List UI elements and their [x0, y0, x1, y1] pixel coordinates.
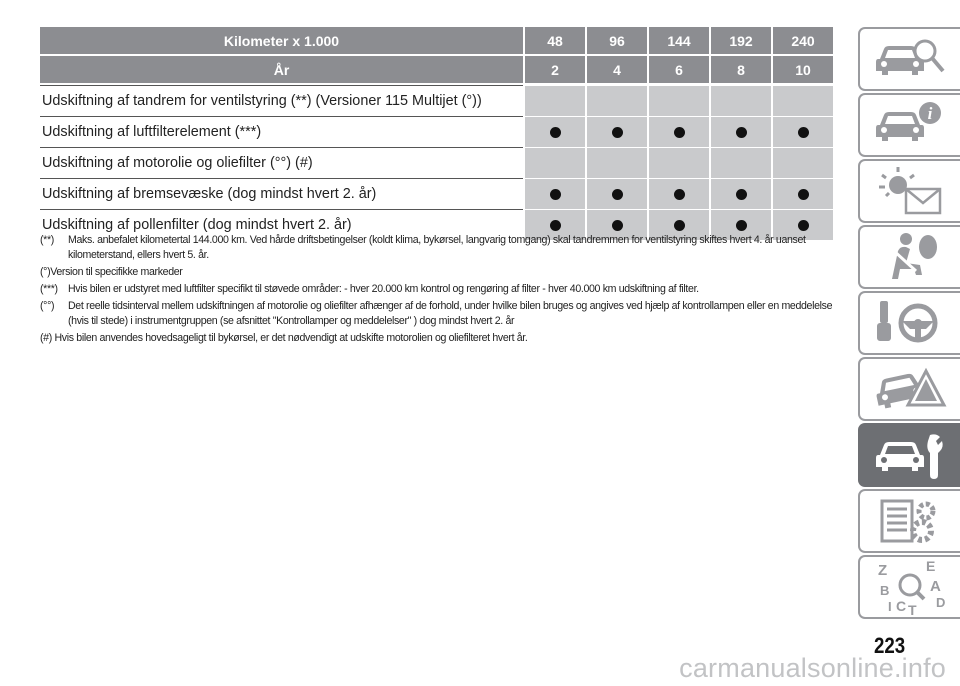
header-row-years [40, 56, 847, 83]
interval-cell [649, 178, 709, 209]
header-cell: 2 [525, 56, 585, 83]
interval-cell [587, 147, 647, 178]
chapter-tab[interactable] [858, 291, 960, 355]
scheduled-dot-icon [550, 220, 561, 231]
svg-text:T: T [908, 602, 917, 615]
interval-cell [525, 116, 585, 147]
scheduled-dot-icon [674, 220, 685, 231]
maintenance-table [40, 27, 847, 240]
footnote [40, 233, 850, 263]
car-magnifier-icon [870, 31, 950, 87]
scheduled-dot-icon [798, 127, 809, 138]
chapter-tab[interactable] [858, 357, 960, 421]
header-cell: 48 [525, 27, 585, 54]
footnote-text: Hvis bilen er udstyret med luftfilter specifikt til støvede områder: - hver 20.000 km kontrol og rengøring af filter - hver 40.000 km udskiftning af filter. [68, 283, 699, 295]
interval-cell [525, 85, 585, 116]
scheduled-dot-icon [798, 189, 809, 200]
footnote-text: (°)Version til specifikke markeder [40, 266, 183, 278]
interval-cell [711, 147, 771, 178]
svg-text:D: D [936, 595, 946, 610]
interval-cell [711, 116, 771, 147]
footnote [40, 265, 850, 280]
interval-cell [773, 178, 833, 209]
scheduled-dot-icon [612, 220, 623, 231]
specs-gears-icon [870, 493, 950, 549]
interval-cell [773, 116, 833, 147]
scheduled-dot-icon [674, 189, 685, 200]
table-row [40, 85, 847, 116]
svg-text:B: B [880, 583, 890, 598]
row-label: Udskiftning af bremsevæske (dog mindst hvert 2. år) [40, 178, 523, 209]
chapter-tab[interactable] [858, 555, 960, 619]
chapter-tab[interactable] [858, 93, 960, 157]
header-cell: 4 [587, 56, 647, 83]
interval-cell [649, 147, 709, 178]
car-wrench-icon [870, 427, 950, 483]
index-letters-icon [870, 559, 950, 615]
header-cell: 192 [711, 27, 771, 54]
svg-text:Z: Z [878, 562, 888, 579]
svg-text:C: C [896, 598, 907, 614]
scheduled-dot-icon [736, 127, 747, 138]
footnote-text: (#) Hvis bilen anvendes hovedsageligt til bykørsel, er det nødvendigt at udskifte motorolien og oliefilteret hvert år. [40, 332, 528, 344]
chapter-tab[interactable] [858, 27, 960, 91]
interval-cell [773, 147, 833, 178]
chapter-tab[interactable] [858, 423, 960, 487]
table-body [40, 85, 847, 240]
chapter-tab[interactable] [858, 489, 960, 553]
footnote-mark: (°°) [40, 300, 55, 312]
svg-text:E: E [926, 559, 936, 574]
scheduled-dot-icon [736, 189, 747, 200]
chapter-tab[interactable] [858, 225, 960, 289]
seat-airbag-icon [870, 229, 950, 285]
header-cell: 6 [649, 56, 709, 83]
footnote-mark: (***) [40, 283, 58, 295]
footnote-text: Maks. anbefalet kilometertal 144.000 km. Ved hårde driftsbetingelser (koldt klima, bykørsel, langvarig tomgang) skal tandremmen for ventilstyring skiftes hvert 4. år uanset kilometerstand, ellers hvert 5. år. [68, 234, 806, 261]
row-label: Udskiftning af pollenfilter (dog mindst hvert 2. år) [40, 209, 523, 240]
car-info-icon [870, 97, 950, 153]
interval-cell [525, 147, 585, 178]
table-row [40, 178, 847, 209]
scheduled-dot-icon [798, 220, 809, 231]
interval-cell [587, 116, 647, 147]
footnote [40, 299, 850, 329]
table-row [40, 116, 847, 147]
scheduled-dot-icon [674, 127, 685, 138]
interval-cell [711, 178, 771, 209]
car-breakdown-warning-icon [870, 361, 950, 417]
svg-text:i: i [927, 104, 933, 123]
svg-text:I: I [888, 599, 892, 614]
interval-cell [649, 116, 709, 147]
row-label: Udskiftning af luftfilterelement (***) [40, 116, 523, 147]
chapter-tab[interactable] [858, 159, 960, 223]
footnote [40, 282, 850, 297]
header-row-km [40, 27, 847, 54]
interval-cell [525, 178, 585, 209]
header-cell: 10 [773, 56, 833, 83]
header-label-years: År [40, 56, 523, 83]
header-label-km: Kilometer x 1.000 [40, 27, 523, 54]
scheduled-dot-icon [612, 127, 623, 138]
row-label: Udskiftning af motorolie og oliefilter (°°) (#) [40, 147, 523, 178]
interval-cell [649, 85, 709, 116]
header-cell: 8 [711, 56, 771, 83]
interval-cell [587, 178, 647, 209]
interval-cell [587, 85, 647, 116]
interval-cell [711, 85, 771, 116]
footnote-text: Det reelle tidsinterval mellem udskiftningen af motorolie og oliefilter afhænger af de forhold, under hvilke bilen bruges og angives ved hjælp af kontrollampen eller en meddelelse (hvis til stede) i instrumentgruppen (se afsnittet "Kontrollamper og meddelelser" ) dog mindst hvert 2. år [68, 300, 833, 327]
watermark: carmanualsonline.info [679, 653, 946, 683]
header-cell: 144 [649, 27, 709, 54]
row-label: Udskiftning af tandrem for ventilstyring (**) (Versioner 115 Multijet (°)) [40, 85, 523, 116]
interval-cell [773, 85, 833, 116]
svg-text:A: A [930, 578, 941, 595]
page-number: 223 [874, 633, 906, 658]
header-cell: 240 [773, 27, 833, 54]
chapter-tabs [858, 27, 960, 621]
scheduled-dot-icon [550, 189, 561, 200]
scheduled-dot-icon [612, 189, 623, 200]
table-row [40, 147, 847, 178]
warning-light-message-icon [870, 163, 950, 219]
scheduled-dot-icon [736, 220, 747, 231]
footnote-mark: (**) [40, 234, 54, 246]
scheduled-dot-icon [550, 127, 561, 138]
key-steering-wheel-icon [870, 295, 950, 351]
footnotes [40, 233, 850, 348]
footnote [40, 331, 850, 346]
header-cell: 96 [587, 27, 647, 54]
